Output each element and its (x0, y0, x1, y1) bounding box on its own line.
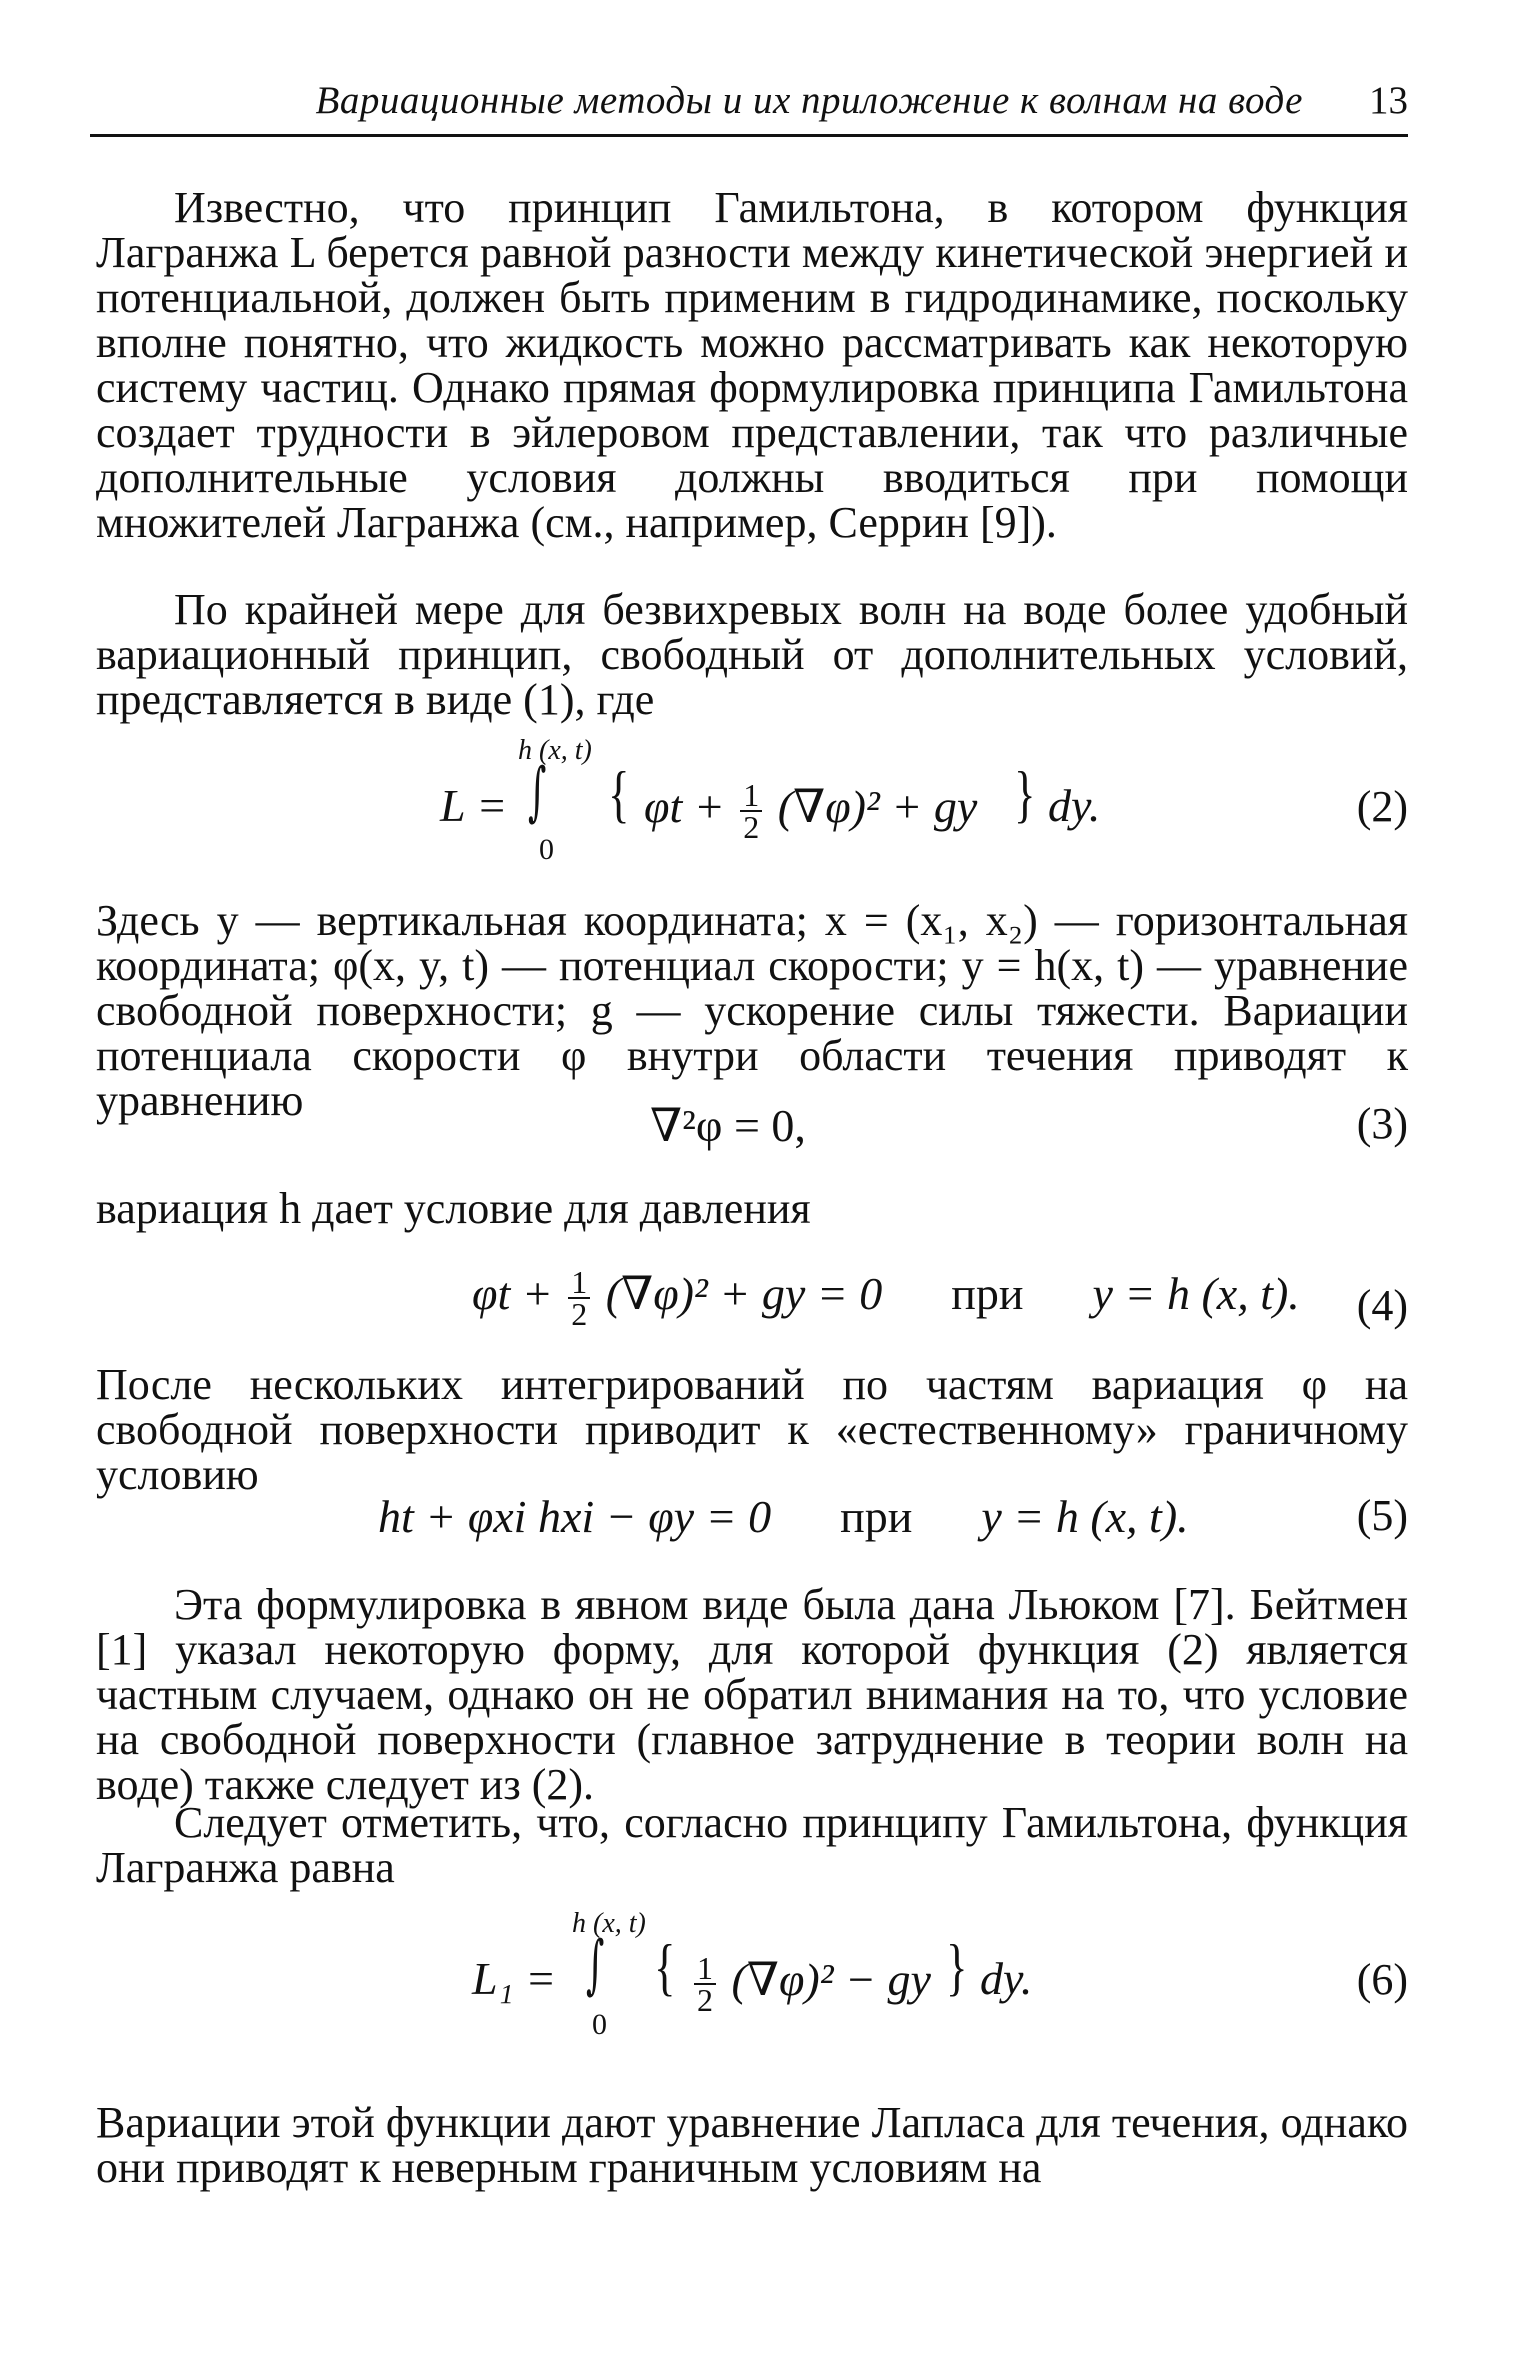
paragraph-5: После нескольких интегрирований по частям вариация φ на свободной поверхности приводит к «естественному» граничному условию (96, 1360, 1408, 1499)
eq2-term-b: (∇φ)² + gy (777, 781, 978, 832)
paragraph-6: Эта формулировка в явном виде была дана Льюком [7]. Бейтмен [1] указал некоторую форму, для которой функция (2) является частным случаем, однако он не обратил внимания на то, что условие на свободной поверхности (главное затруднение в теории волн на воде) также следует из (2). (96, 1580, 1408, 1809)
eq5-number: (5) (1356, 1491, 1408, 1540)
paragraph-1: Известно, что принцип Гамильтона, в котором функция Лагранжа L берется равной разности между кинетической энергией и потенциальной, должен быть применим в гидродинамике, поскольку вполне понятно, что жидкость можно рассматривать как некоторую систему частиц. Однако прямая формулировка принципа Гамильтона создает трудности в эйлеровом представлении, так что различные дополнительные условия должны вводиться при помощи множителей Лагранжа (см., например, Серрин [9]). (96, 183, 1408, 547)
integral-sign: ∫ (528, 755, 547, 829)
eq3-text: ∇²φ = 0, (650, 1100, 806, 1151)
eq2-lhs: L = (440, 780, 508, 831)
eq3-number: (3) (1356, 1099, 1408, 1148)
eq6-integrand: (∇φ)² − gy (731, 1954, 931, 2005)
eq2-lower-limit: 0 (539, 833, 554, 866)
eq5-term-a: ht + φxi hxi − φy = 0 (378, 1491, 772, 1542)
right-brace: } (946, 1931, 968, 2002)
eq4-fraction: $\frac{1}{2}$ (568, 1267, 590, 1329)
paragraph-2: По крайней мере для безвихревых волн на воде более удобный вариационный принцип, свободный от дополнительных условий, представляется в виде (1), где (96, 585, 1408, 724)
header-title: Вариационные методы и их приложение к волнам на воде (315, 79, 1303, 122)
eq5-when: при (840, 1491, 913, 1542)
eq2-fraction: $\frac{1}{2}$ (740, 780, 762, 842)
eq6-lower-limit: 0 (592, 2008, 607, 2041)
eq4-term-a: φt + (472, 1268, 553, 1319)
eq6-dy: dy. (980, 1953, 1033, 2004)
eq4-number: (4) (1356, 1281, 1408, 1330)
integral-sign: ∫ (586, 1928, 605, 2002)
page-number: 13 (1369, 79, 1408, 122)
eq4-when: при (951, 1268, 1024, 1319)
eq2-dy: dy. (1048, 780, 1101, 831)
eq2-number: (2) (1356, 782, 1408, 831)
eq6-upper-limit: h (x, t) (572, 1908, 646, 1939)
eq6-number: (6) (1356, 1955, 1408, 2004)
left-brace: { (608, 758, 630, 829)
eq6-lhs: L₁ = (472, 1953, 557, 2004)
paragraph-4: вариация h дает условие для давления (96, 1184, 811, 1233)
right-brace: } (1014, 758, 1036, 829)
eq4-term-b: (∇φ)² + gy = 0 (605, 1268, 883, 1319)
running-header (90, 72, 1408, 137)
eq2-upper-limit: h (x, t) (518, 735, 592, 766)
paragraph-8: Вариации этой функции дают уравнение Лапласа для течения, однако они приводят к неверным граничным условиям на (96, 2098, 1408, 2192)
paragraph-7: Следует отметить, что, согласно принципу Гамильтона, функция Лагранжа равна (96, 1798, 1408, 1892)
paragraph-3: Здесь y — вертикальная координата; x = (x₁, x₂) — горизонтальная координата; φ(x, y, t) — потенциал скорости; y = h(x, t) — уравнение свободной поверхности; g — ускорение силы тяжести. Вариации потенциала скорости φ внутри области течения приводят к уравнению (96, 896, 1408, 1125)
eq4-term-c: y = h (x, t). (1092, 1268, 1300, 1319)
left-brace: { (654, 1931, 676, 2002)
eq6-fraction: $\frac{1}{2}$ (694, 1953, 716, 2015)
eq2-term-a: φt + (644, 781, 725, 832)
eq5-term-c: y = h (x, t). (981, 1491, 1189, 1542)
